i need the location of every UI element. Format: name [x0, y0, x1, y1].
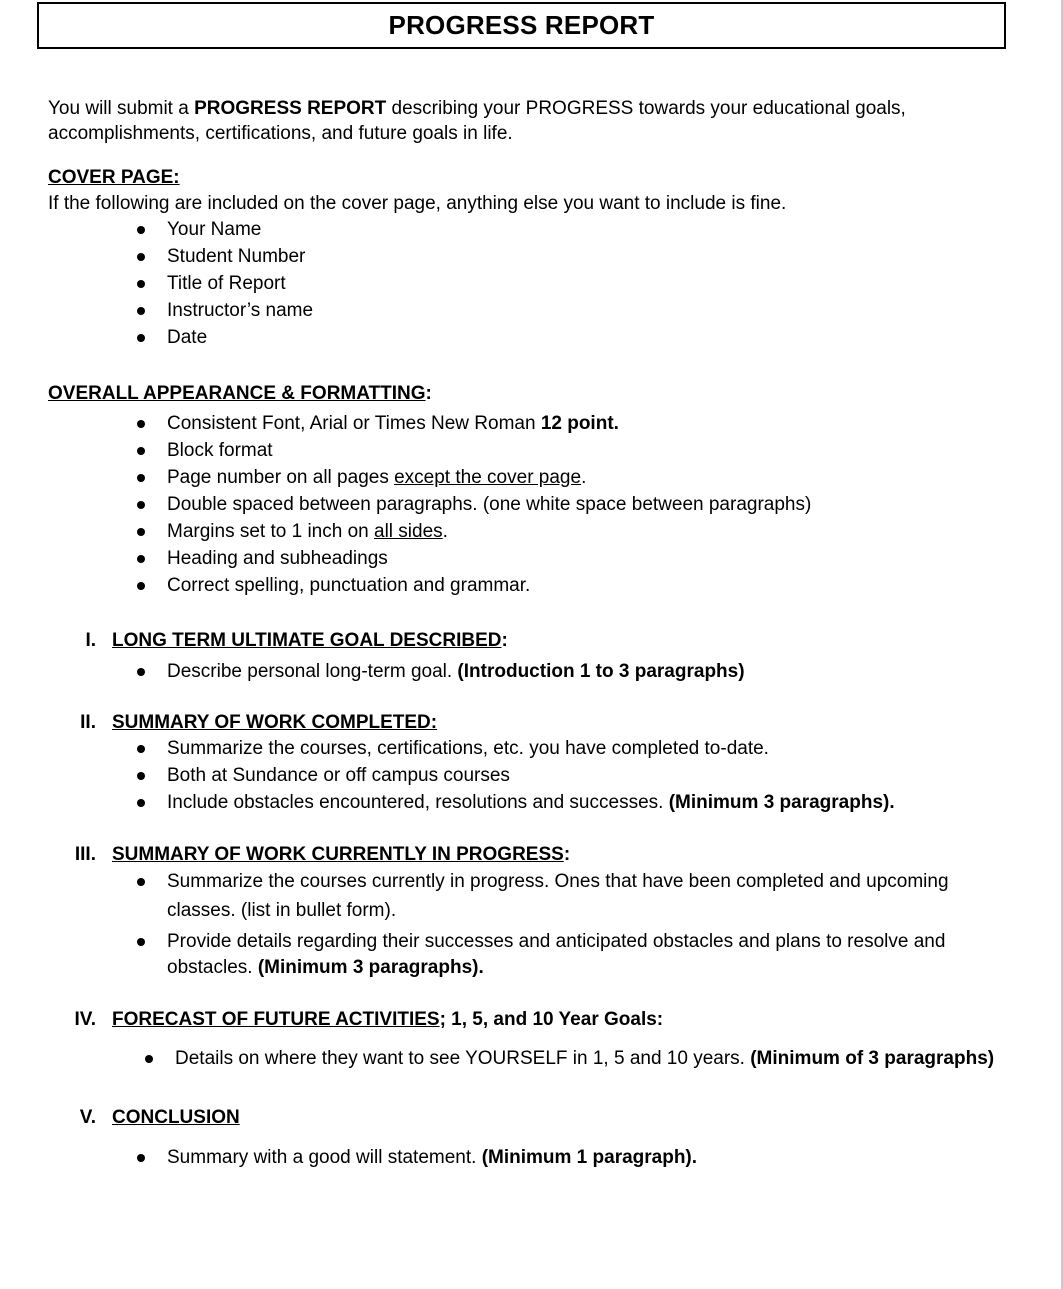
section-heading-rest: ; 1, 5, and 10 Year Goals:	[439, 1009, 664, 1030]
section-heading	[112, 843, 570, 867]
item-underline: all sides	[374, 521, 443, 542]
item-text: Page number on all pages	[167, 467, 395, 488]
list-item: Both at Sundance or off campus courses	[167, 765, 510, 786]
item-text: Summary with a good will statement.	[167, 1147, 482, 1168]
intro-text: You will submit a	[48, 98, 195, 119]
bullet-icon	[137, 582, 145, 590]
section-heading-text: FORECAST OF FUTURE ACTIVITIES	[112, 1009, 440, 1030]
list-item-continuation: classes. (list in bullet form).	[167, 900, 397, 921]
list-item	[167, 466, 586, 490]
intro-bold: PROGRESS REPORT	[194, 98, 387, 119]
section-heading-text: LONG TERM ULTIMATE GOAL DESCRIBED	[112, 630, 502, 651]
item-bold: (Minimum 1 paragraph).	[481, 1147, 698, 1168]
cover-heading: COVER PAGE:	[48, 167, 180, 188]
item-bold: 12 point.	[540, 413, 619, 434]
list-item: Student Number	[167, 246, 306, 267]
section-number: V.	[79, 1107, 96, 1128]
item-bold: (Minimum 3 paragraphs).	[668, 792, 895, 813]
bullet-icon	[137, 226, 145, 234]
section-number: I.	[85, 630, 96, 651]
item-bold: (Minimum 3 paragraphs).	[257, 957, 484, 978]
cover-text: If the following are included on the cover page, anything else you want to include is fine.	[48, 193, 787, 214]
list-item-continuation	[167, 956, 484, 980]
bullet-icon	[137, 668, 145, 676]
section-number: III.	[74, 844, 96, 865]
list-item	[175, 1047, 994, 1071]
page-title: PROGRESS REPORT	[388, 10, 655, 40]
list-item: Instructor’s name	[167, 300, 314, 321]
bullet-icon	[137, 878, 145, 886]
list-item: Your Name	[167, 219, 262, 240]
bullet-icon	[137, 253, 145, 261]
item-text-post: .	[442, 521, 448, 542]
section-heading	[112, 629, 508, 653]
bullet-icon	[137, 938, 145, 946]
item-bold: (Introduction 1 to 3 paragraphs)	[457, 661, 745, 682]
item-underline: except the cover page	[394, 467, 582, 488]
list-item: Summarize the courses currently in progress. Ones that have been completed and upcoming	[167, 871, 949, 892]
list-item	[167, 791, 895, 815]
list-item	[167, 412, 619, 436]
bullet-icon	[137, 474, 145, 482]
bullet-icon	[137, 307, 145, 315]
section-number: II.	[80, 712, 96, 733]
bullet-icon	[137, 528, 145, 536]
section-heading-colon: :	[563, 844, 571, 865]
list-item: Summarize the courses, certifications, etc. you have completed to-date.	[167, 738, 769, 759]
bullet-icon	[137, 280, 145, 288]
bullet-icon	[137, 745, 145, 753]
item-text-post: .	[581, 467, 587, 488]
list-item	[167, 520, 448, 544]
intro-line-1	[48, 97, 906, 121]
list-item	[167, 1146, 697, 1170]
list-item: Correct spelling, punctuation and grammar.	[167, 575, 531, 596]
bullet-icon	[145, 1055, 153, 1063]
section-heading	[112, 1008, 663, 1032]
item-text: Include obstacles encountered, resolutions and successes.	[167, 792, 669, 813]
bullet-icon	[137, 447, 145, 455]
list-item	[167, 660, 745, 684]
item-text: Margins set to 1 inch on	[167, 521, 374, 542]
formatting-heading-colon: :	[425, 383, 432, 404]
item-text: Details on where they want to see YOURSELF in 1, 5 and 10 years.	[175, 1048, 751, 1069]
title-box	[37, 2, 1006, 49]
bullet-icon	[137, 501, 145, 509]
bullet-icon	[137, 1154, 145, 1162]
intro-line-2: accomplishments, certifications, and future goals in life.	[48, 123, 513, 144]
bullet-icon	[137, 799, 145, 807]
bullet-icon	[137, 555, 145, 563]
list-item: Heading and subheadings	[167, 548, 388, 569]
section-heading: SUMMARY OF WORK COMPLETED:	[112, 712, 438, 733]
item-text: Describe personal long-term goal.	[167, 661, 458, 682]
section-heading-colon: :	[501, 630, 508, 651]
section-heading-text: SUMMARY OF WORK CURRENTLY IN PROGRESS	[112, 844, 564, 865]
item-text: obstacles.	[167, 957, 258, 978]
item-bold: (Minimum of 3 paragraphs)	[750, 1048, 995, 1069]
list-item: Block format	[167, 440, 273, 461]
list-item: Title of Report	[167, 273, 286, 294]
list-item: Date	[167, 327, 208, 348]
item-text: Consistent Font, Arial or Times New Roman	[167, 413, 541, 434]
section-heading: CONCLUSION	[112, 1107, 240, 1128]
bullet-icon	[137, 420, 145, 428]
bullet-icon	[137, 772, 145, 780]
formatting-heading	[48, 382, 432, 406]
bullet-icon	[137, 334, 145, 342]
formatting-heading-text: OVERALL APPEARANCE & FORMATTING	[48, 383, 426, 404]
list-item: Double spaced between paragraphs. (one white space between paragraphs)	[167, 494, 812, 515]
intro-text-post: describing your PROGRESS towards your educational goals,	[386, 98, 906, 119]
section-number: IV.	[74, 1009, 96, 1030]
list-item: Provide details regarding their successes and anticipated obstacles and plans to resolve and	[167, 931, 946, 952]
